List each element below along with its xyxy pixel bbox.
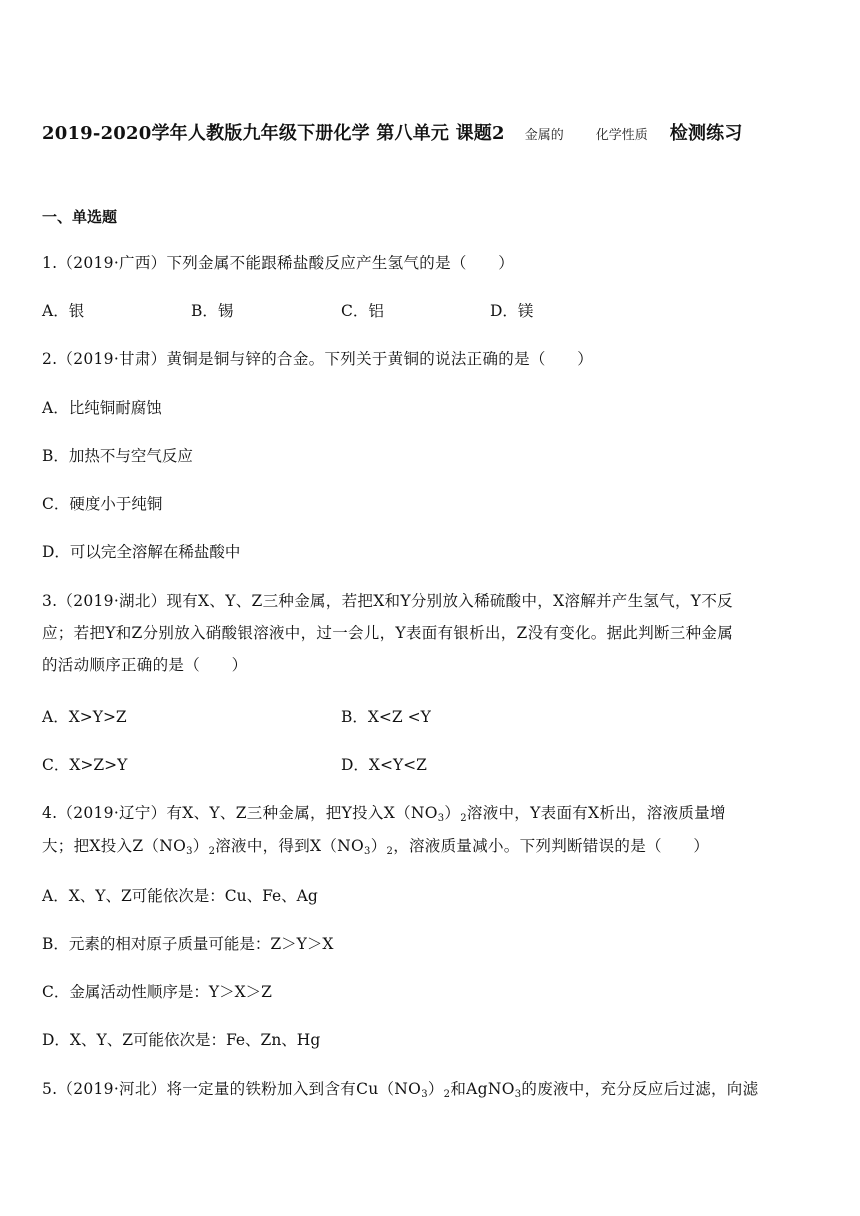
q4-line1-text-a: 4.（2019·辽宁）有X、Y、Z三种金属，把Y投入X（NO [42,804,438,822]
q4-stem-line-2 [42,834,709,857]
q2-option-d: D．可以完全溶解在稀盐酸中 [42,543,241,561]
q3-option-d: D．X<Y<Z [341,756,427,774]
q2-stem: 2.（2019·甘肃）黄铜是铜与锌的合金。下列关于黄铜的说法正确的是（ ） [42,350,594,368]
q4-line2-sub-c: 3 [364,846,371,857]
q4-line2-sub-d: 2 [386,846,394,857]
q5-text-a: 5.（2019·河北）将一定量的铁粉加入到含有Cu（NO [42,1080,422,1098]
q2-option-a: A．比纯铜耐腐蚀 [42,399,162,417]
q3-stem-line-1: 3.（2019·湖北）现有X、Y、Z三种金属，若把X和Y分别放入稀硫酸中，X溶解并产生氢气，Y不反 [42,592,733,610]
q2-option-b: B．加热不与空气反应 [42,447,193,465]
q4-line2-text-d: ） [370,837,387,855]
q4-line2-text-e: ，溶液质量减小。下列判断错误的是（ ） [393,837,710,855]
q4-option-b: B．元素的相对原子质量可能是：Z＞Y＞X [42,935,334,953]
q5-text-d: 的废液中，充分反应后过滤，向滤 [521,1080,759,1098]
section-heading: 一、单选题 [42,208,118,226]
q1-option-b: B．锡 [191,302,234,320]
q3-option-b: B．X<Z <Y [341,708,431,726]
title-fragment-1: 金属的 [524,128,564,143]
q4-line2-text-a: 大；把X投入Z（NO [42,837,187,855]
document-title [42,119,743,145]
q4-line1-text-c: 溶液中，Y表面有X析出，溶液质量增 [466,804,726,822]
q1-stem: 1.（2019·广西）下列金属不能跟稀盐酸反应产生氢气的是（ ） [42,254,515,272]
title-suffix: 检测练习 [669,123,743,144]
q5-text-c: 和AgNO [450,1080,515,1098]
title-main: 2019-2020学年人教版九年级下册化学 第八单元 课题2 [42,123,505,144]
q4-line1-text-b: ） [444,804,461,822]
q4-option-a: A．X、Y、Z可能依次是：Cu、Fe、Ag [42,887,318,905]
q4-line2-sub-a: 3 [186,846,193,857]
q4-line2-text-b: ） [192,837,209,855]
q4-line2-text-c: 溶液中，得到X（NO [215,837,365,855]
q4-line2-sub-b: 2 [208,846,216,857]
q2-option-c: C．硬度小于纯铜 [42,495,163,513]
q3-option-c: C．X>Z>Y [42,756,128,774]
title-fragment-2: 化学性质 [595,128,648,143]
q4-option-c: C．金属活动性顺序是：Y＞X＞Z [42,983,272,1001]
q4-option-d: D．X、Y、Z可能依次是：Fe、Zn、Hg [42,1031,321,1049]
q4-line1-sub-a: 3 [437,813,445,824]
q5-sub-b: 2 [443,1089,451,1100]
q3-stem-line-2: 应；若把Y和Z分别放入硝酸银溶液中，过一会儿，Y表面有银析出，Z没有变化。据此判断三种金属 [42,624,734,642]
q1-option-a: A．银 [42,302,85,320]
q1-option-c: C．铝 [341,302,384,320]
q5-sub-a: 3 [421,1089,428,1100]
q3-stem-line-3: 的活动顺序正确的是（ ） [42,656,248,674]
q1-option-d: D．镁 [490,302,534,320]
q5-text-b: ） [427,1080,444,1098]
q4-line1-sub-b: 2 [460,813,467,824]
q5-stem-line-1 [42,1077,758,1100]
q5-sub-c: 3 [514,1089,522,1100]
q3-option-a: A．X>Y>Z [42,708,127,726]
q4-stem-line-1 [42,801,726,824]
